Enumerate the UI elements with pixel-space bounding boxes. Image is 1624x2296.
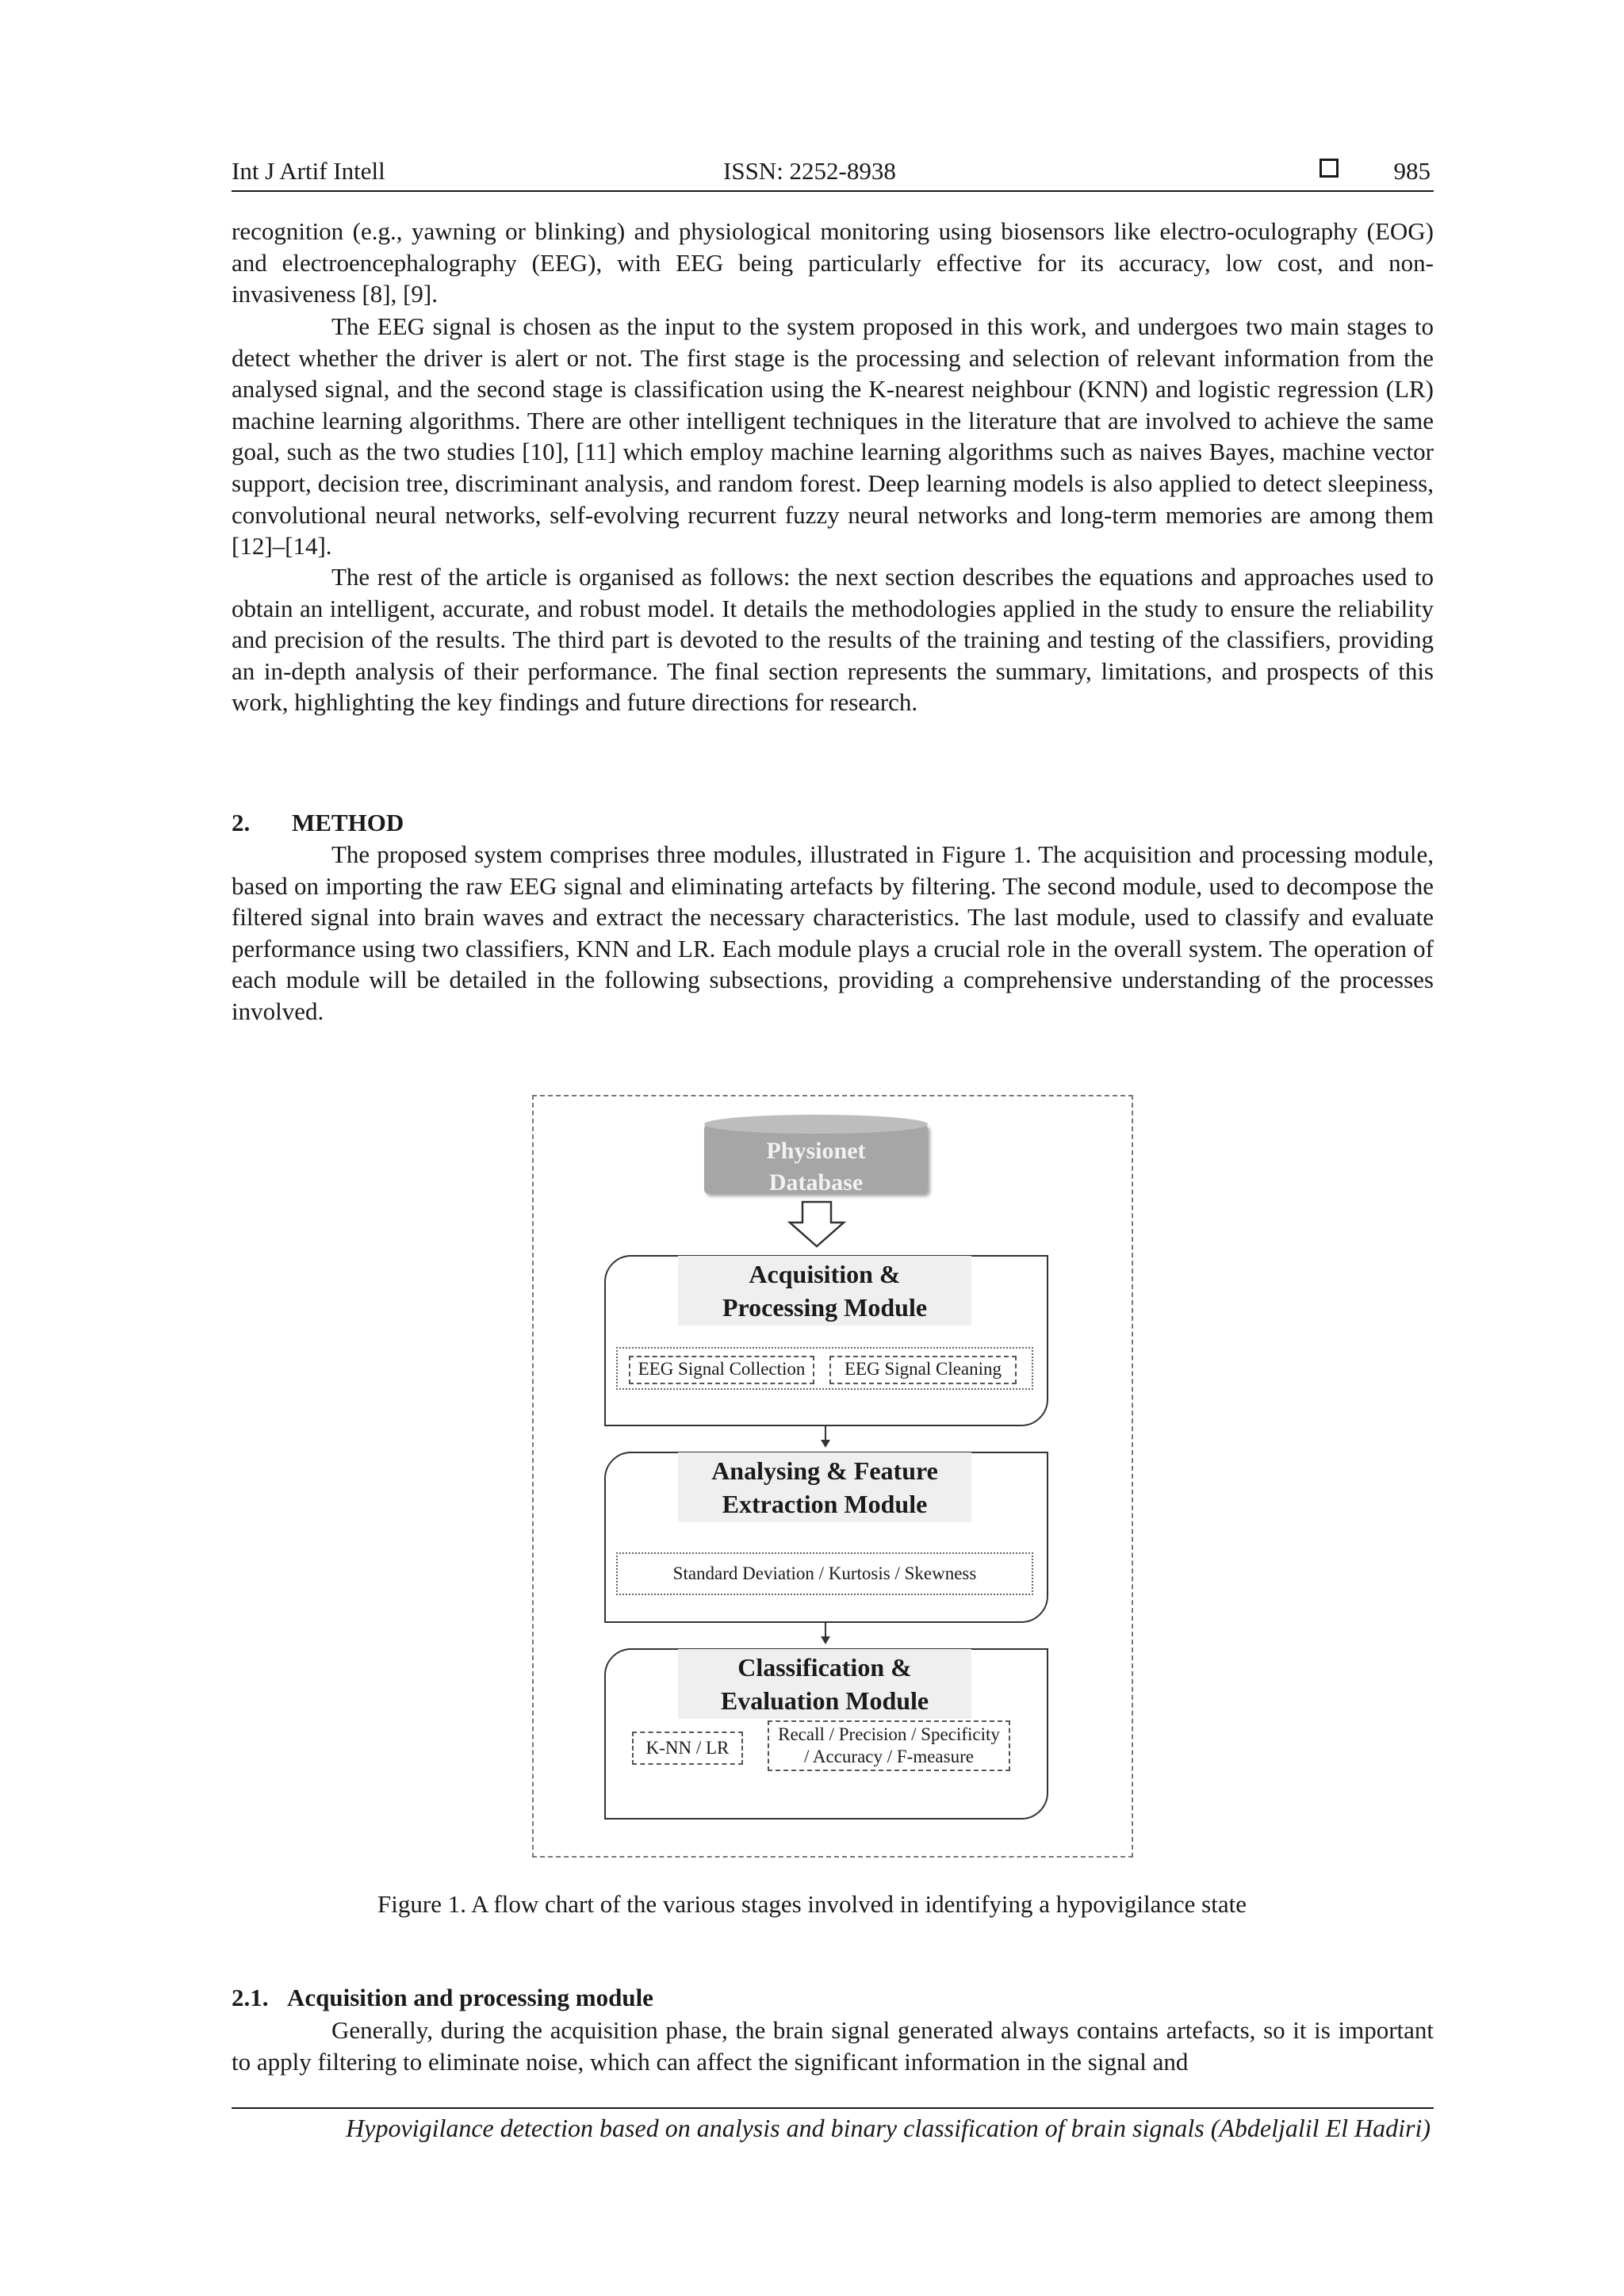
subsection-heading (232, 1984, 653, 2012)
classification-title-line1: Classification & (737, 1653, 912, 1682)
feature-title-line2: Extraction Module (722, 1490, 928, 1518)
feature-items: Standard Deviation / Kurtosis / Skewness (616, 1552, 1033, 1595)
paragraph-5: Generally, during the acquisition phase, the brain signal generated always contains artefacts, so it is important to apply filtering to eliminate noise, which can affect the significant information in the signal and (232, 2016, 1434, 2076)
subsection-title: Acquisition and processing module (287, 1984, 653, 2011)
classification-title-line2: Evaluation Module (720, 1686, 929, 1715)
database-label (704, 1135, 928, 1199)
section-title: METHOD (292, 809, 404, 836)
acquisition-module-title (678, 1256, 971, 1326)
connector-arrow-1 (821, 1440, 830, 1448)
figure-caption: Figure 1. A flow chart of the various stages involved in identifying a hypovigilance state (377, 1890, 1247, 1918)
database-cylinder (704, 1115, 928, 1200)
down-arrow-icon (785, 1200, 848, 1249)
paragraph-1: recognition (e.g., yawning or blinking) and physiological monitoring using biosensors like electro-oculography (EOG) and electroencephalography (EEG), with EEG being particularly effective for its accuracy, low cost, and non-invasiveness [8], [9]. (232, 217, 1434, 308)
connector-arrow-2 (821, 1636, 830, 1644)
feature-extraction-module-title (678, 1452, 971, 1522)
square-icon (1320, 159, 1339, 178)
paragraph-3: The rest of the article is organised as follows: the next section describes the equations and approaches used to obtain an intelligent, accurate, and robust model. It details the methodologies applied in the study to ensure the reliability and precision of the results. The third part is devoted to the results of the training and testing of the classifiers, providing an in-depth analysis of their performance. The final section represents the summary, limitations, and prospects of this work, highlighting the key findings and future directions for research. (232, 563, 1434, 717)
page-header (232, 154, 1434, 192)
issn: ISSN: 2252-8938 (723, 157, 896, 185)
database-label-line1: Physionet (766, 1138, 866, 1164)
classification-module-title (678, 1649, 971, 1719)
journal-name: Int J Artif Intell (232, 157, 385, 185)
database-top (704, 1115, 928, 1134)
metrics-line2: / Accuracy / F-measure (804, 1747, 974, 1766)
acquisition-title-line1: Acquisition & (749, 1260, 901, 1288)
paragraph-4: The proposed system comprises three modules, illustrated in Figure 1. The acquisition and processing module, based on importing the raw EEG signal and eliminating artefacts by filtering. The second module, used to decompose the filtered signal into brain waves and extract the necessary characteristics. The last module, used to classify and evaluate performance using two classifiers, KNN and LR. Each module plays a crucial role in the overall system. The operation of each module will be detailed in the following subsections, providing a comprehensive understanding of the processes involved. (232, 840, 1434, 1025)
feature-title-line1: Analysing & Feature (711, 1456, 938, 1485)
page-footer (232, 2107, 1434, 2143)
acquisition-title-line2: Processing Module (722, 1293, 928, 1322)
section-number: 2. (232, 809, 251, 836)
paragraph-2: The EEG signal is chosen as the input to the system proposed in this work, and undergoes two main stages to detect whether the driver is alert or not. The first stage is the processing and selection of relevant information from the analysed signal, and the second stage is classification using the K-nearest neighbour (KNN) and logistic regression (LR) machine learning algorithms. There are other intelligent techniques in the literature that are involved to achieve the same goal, such as the two studies [10], [11] which employ machine learning algorithms such as naives Bayes, machine vector support, decision tree, discriminant analysis, and random forest. Deep learning models is also applied to detect sleepiness, convolutional neural networks, self-evolving recurrent fuzzy neural networks and long-term memories are among them [12]–[14]. (232, 312, 1434, 561)
database-label-line2: Database (768, 1169, 864, 1196)
metrics-box (768, 1720, 1010, 1771)
eeg-signal-cleaning: EEG Signal Cleaning (829, 1356, 1017, 1384)
footer-text: Hypovigilance detection based on analysis and binary classification of brain signals (Abdeljalil El Hadiri) (346, 2114, 1431, 2142)
subsection-number: 2.1. (232, 1984, 269, 2011)
metrics-line1: Recall / Precision / Specificity (778, 1724, 1000, 1744)
classifiers-box: K-NN / LR (632, 1732, 743, 1765)
eeg-signal-collection: EEG Signal Collection (629, 1356, 814, 1384)
page-number: 985 (1393, 157, 1431, 185)
section-heading (232, 809, 404, 837)
